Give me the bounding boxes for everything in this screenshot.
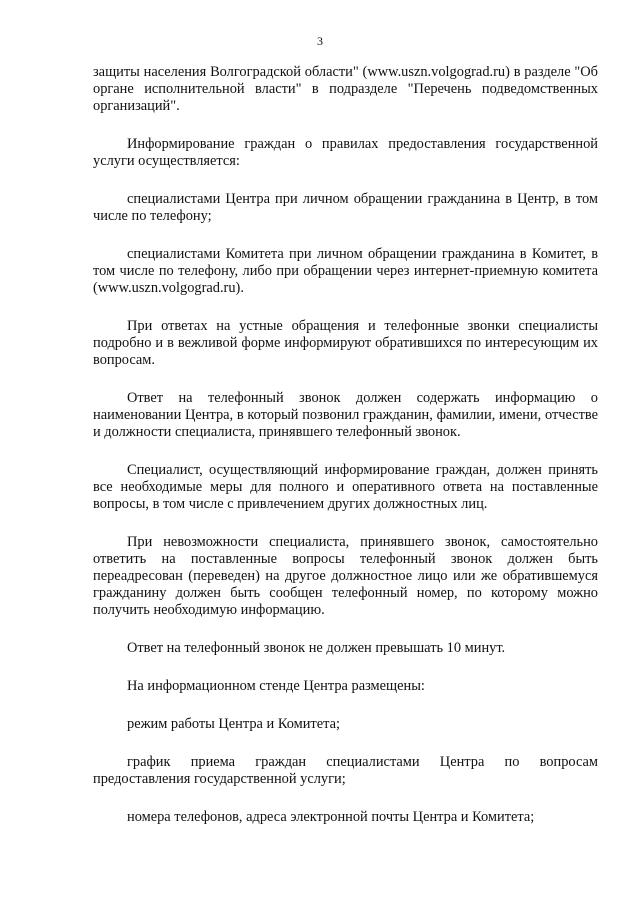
paragraph-phone-answer-content: Ответ на телефонный звонок должен содержать информацию о наименовании Центра, в который позвонил гражданин, фамилии, имени, отчестве и должности специалиста, принявшего телефонный звонок. <box>93 390 598 440</box>
page-number: 3 <box>317 34 323 48</box>
paragraph-info-stand: На информационном стенде Центра размещены: <box>127 678 425 694</box>
paragraph-continuation: защиты населения Волгоградской области" (www.uszn.volgograd.ru) в разделе "Об органе исполнительной власти" в подразделе "Перечень подведомственных организаций". <box>93 64 598 114</box>
paragraph-call-duration: Ответ на телефонный звонок не должен превышать 10 минут. <box>127 640 506 656</box>
document-body <box>93 64 598 847</box>
paragraph-work-schedule: режим работы Центра и Комитета; <box>127 716 340 732</box>
paragraph-call-redirect: При невозможности специалиста, принявшего звонок, самостоятельно ответить на поставленные вопросы телефонный звонок должен быть переадресован (переведен) на другое должностное лицо или же обратившемуся гражданину должен быть сообщен телефонный номер, по которому можно получить необходимую информацию. <box>93 534 598 618</box>
paragraph-specialist-measures: Специалист, осуществляющий информирование граждан, должен принять все необходимые меры для полного и оперативного ответа на поставленные вопросы, в том числе с привлечением других должностных лиц. <box>93 462 598 512</box>
paragraph-committee-specialists: специалистами Комитета при личном обращении гражданина в Комитет, в том числе по телефону, либо при обращении через интернет-приемную комитета (www.uszn.volgograd.ru). <box>93 246 598 296</box>
paragraph-reception-schedule: график приема граждан специалистами Центра по вопросам предоставления государственной услуги; <box>93 754 598 787</box>
paragraph-oral-responses: При ответах на устные обращения и телефонные звонки специалисты подробно и в вежливой форме информируют обратившихся по интересующим их вопросам. <box>93 318 598 368</box>
paragraph-informing-intro: Информирование граждан о правилах предоставления государственной услуги осуществляется: <box>93 136 598 169</box>
paragraph-center-specialists: специалистами Центра при личном обращении гражданина в Центр, в том числе по телефону; <box>93 191 598 224</box>
paragraph-contact-numbers: номера телефонов, адреса электронной почты Центра и Комитета; <box>127 809 535 825</box>
